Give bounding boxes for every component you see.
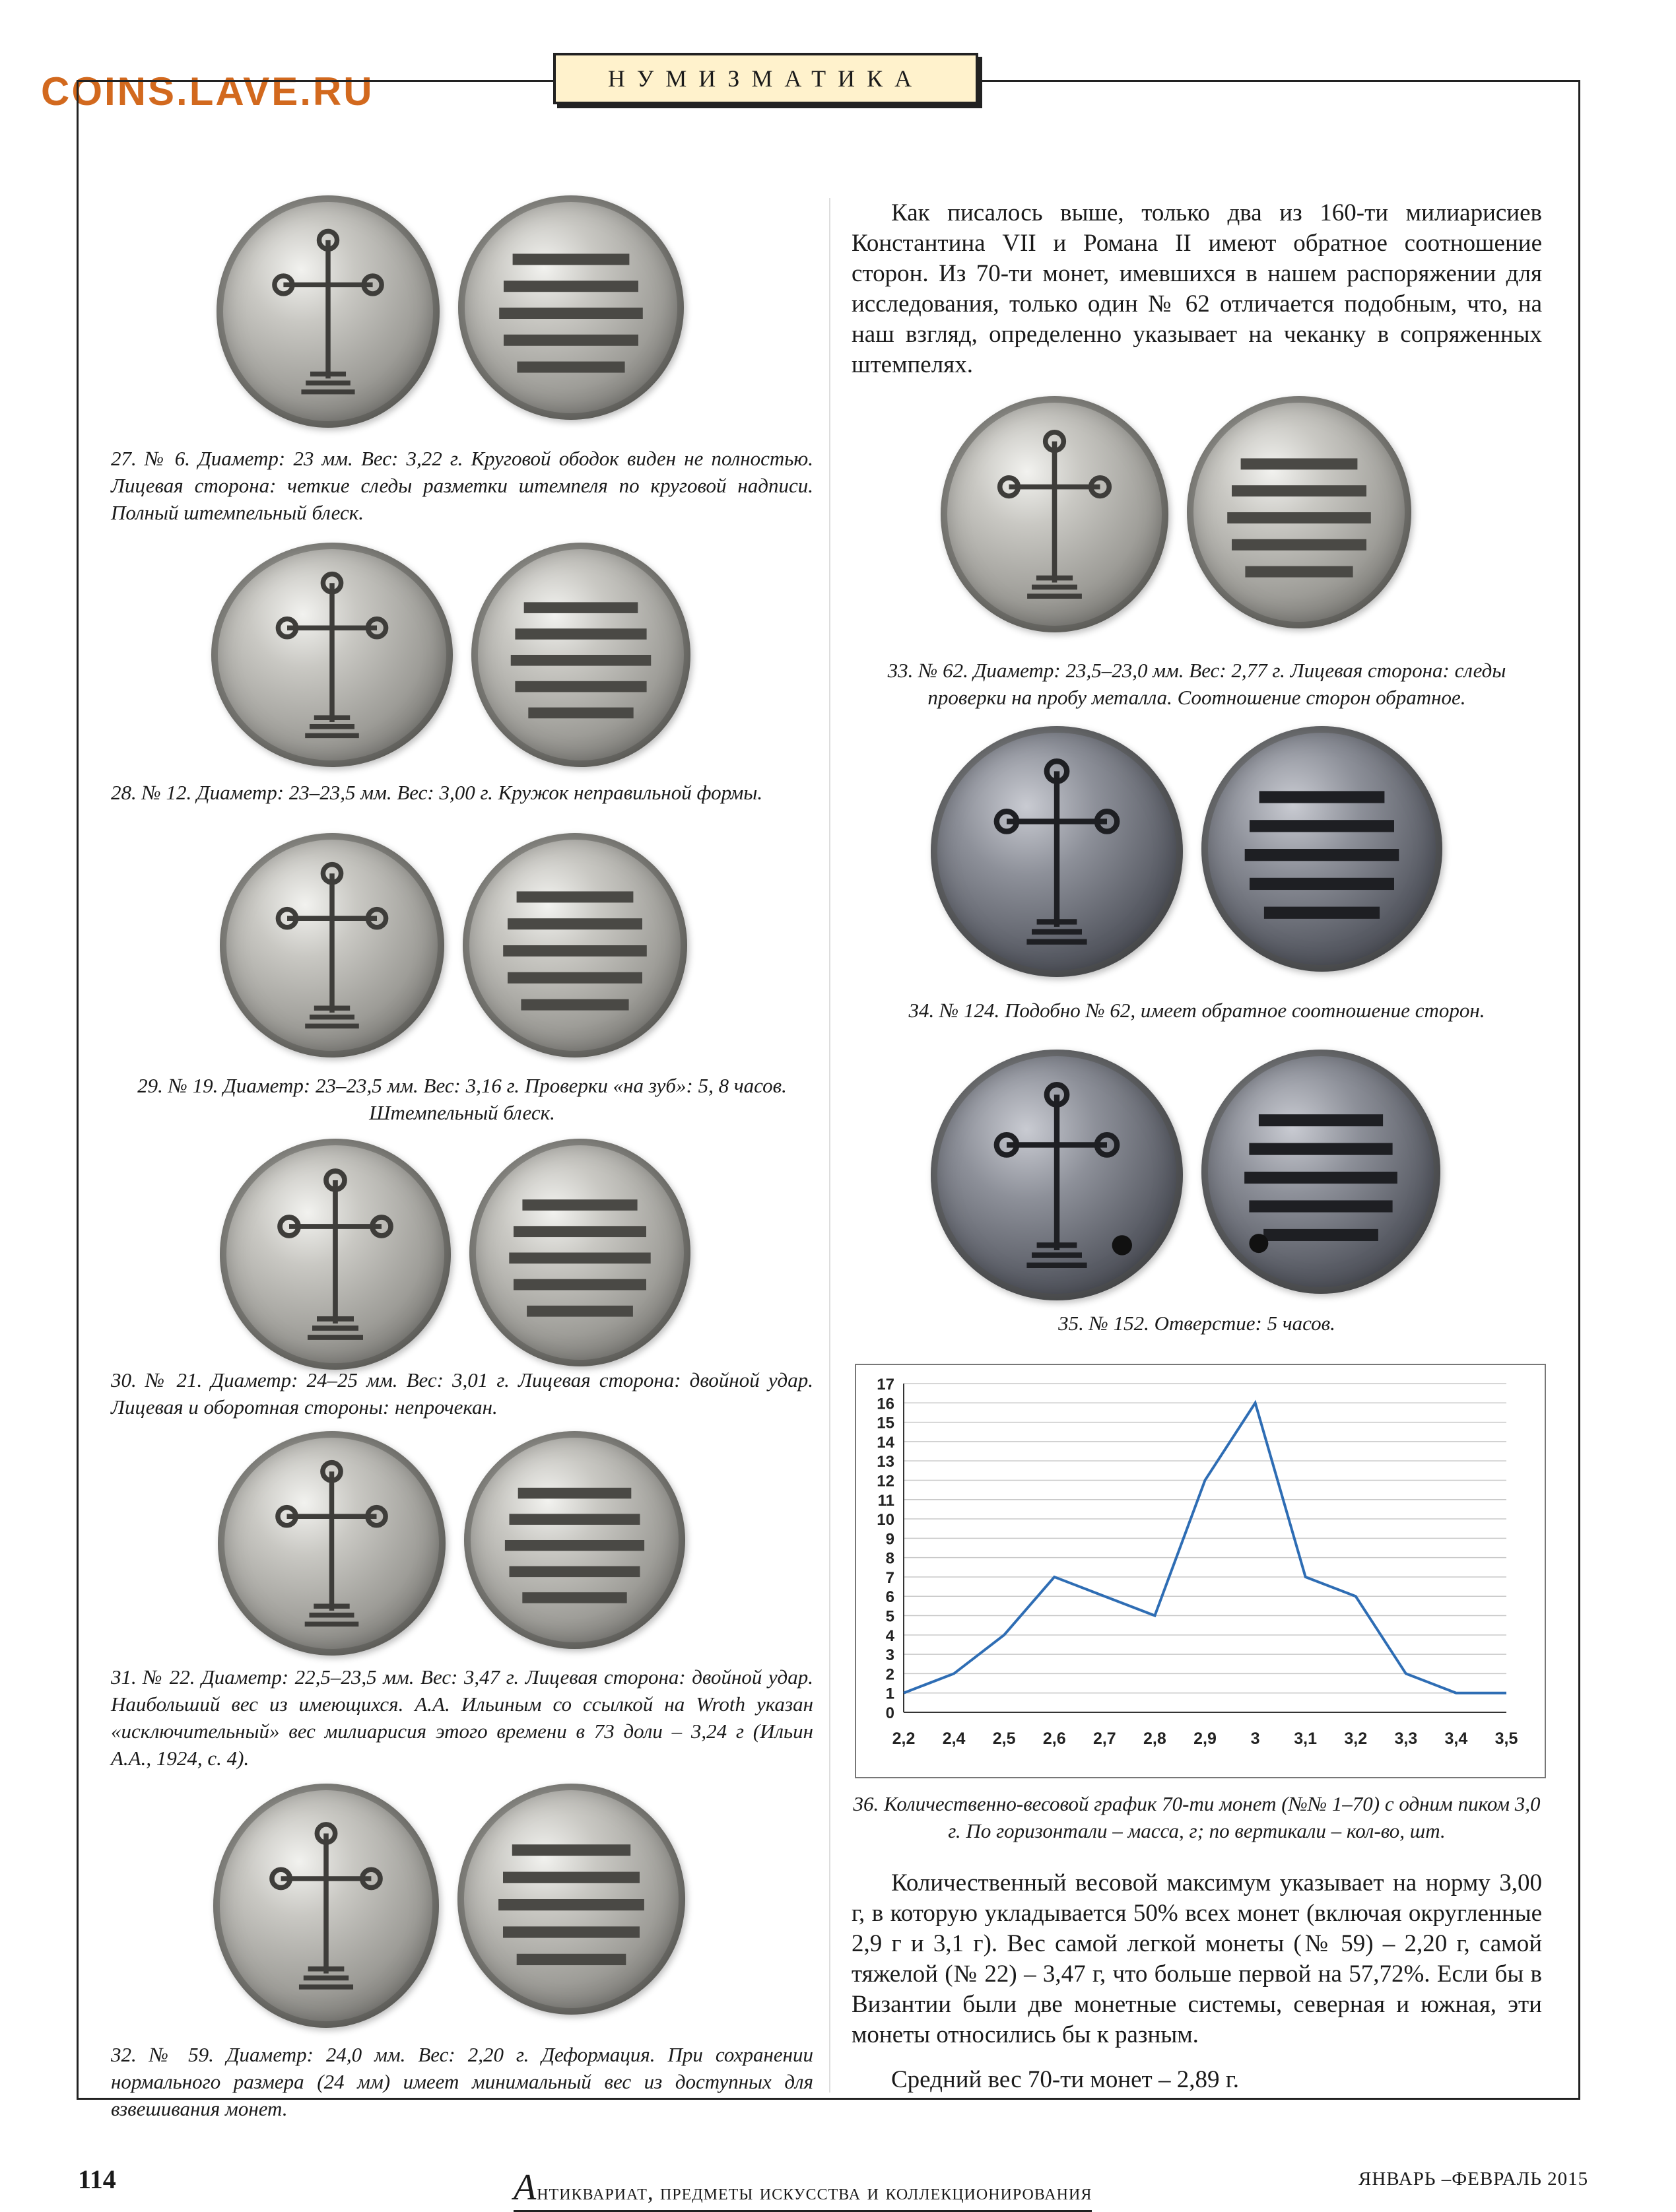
coin-obverse-image <box>931 1050 1183 1300</box>
coin-reverse-image <box>1201 1050 1440 1294</box>
y-tick-label: 11 <box>877 1491 894 1510</box>
y-tick-label: 7 <box>885 1568 894 1587</box>
coin-obverse-image <box>218 1431 446 1656</box>
coin-reverse-image <box>471 543 690 767</box>
coin-pair-28 <box>211 543 690 767</box>
watermark: COINS.LAVE.RU <box>41 69 374 114</box>
coin-reverse-image <box>469 1139 690 1366</box>
coin-obverse-image <box>217 195 440 428</box>
figure-caption-32: 32. № 59. Диаметр: 24,0 мм. Вес: 2,20 г. Деформация. При сохранении нормального размера (24 мм) имеет минимальный вес из доступных для взвешивания монет. <box>111 2043 813 2120</box>
x-tick-label: 2,8 <box>1143 1729 1166 1748</box>
figure-caption-35: 35. № 152. Отверстие: 5 часов. <box>1058 1312 1335 1335</box>
paragraph-average: Средний вес 70-ти монет – 2,89 г. <box>891 2066 1239 2093</box>
coin-pair-33 <box>941 396 1411 632</box>
x-tick-label: 3,2 <box>1344 1729 1368 1748</box>
x-tick-label: 2,6 <box>1042 1729 1066 1748</box>
y-tick-label: 13 <box>877 1453 894 1471</box>
journal-title <box>514 2166 1092 2212</box>
coin-obverse-image <box>220 833 444 1057</box>
page-number: 114 <box>78 2164 116 2194</box>
paragraph-intro: Как писалось выше, только два из 160-ти милиарисиев Константина VII и Романа II имеют обратное соотношение сторон. Из 70-ти монет, имевшихся в нашем распоряжении для исследования, только один № 62 отличается подобным, что, на наш взгляд, определенно указывает на чеканку в сопряженных штемпелях. <box>852 199 1542 378</box>
coin-obverse-image <box>941 396 1168 632</box>
y-tick-label: 1 <box>885 1685 894 1703</box>
coin-obverse-image <box>220 1139 451 1370</box>
figure-caption-34: 34. № 124. Подобно № 62, имеет обратное соотношение сторон. <box>908 999 1485 1022</box>
y-tick-label: 10 <box>877 1511 894 1529</box>
x-tick-label: 3 <box>1250 1729 1260 1748</box>
x-tick-label: 2,9 <box>1193 1729 1217 1748</box>
coin-reverse-image <box>457 1784 685 2015</box>
figure-caption-30: 30. № 21. Диаметр: 24–25 мм. Вес: 3,01 г. Лицевая сторона: двойной удар. Лицевая и оборотная стороны: непрочекан. <box>111 1368 813 1419</box>
weight-chart <box>855 1364 1546 1778</box>
coin-pair-32 <box>213 1784 685 2028</box>
column-divider <box>829 198 830 2093</box>
coin-reverse-image <box>458 195 684 420</box>
y-tick-label: 2 <box>885 1665 894 1684</box>
y-tick-label: 4 <box>885 1626 894 1645</box>
figure-caption-36: 36. Количественно-весовой график 70-ти монет (№№ 1–70) с одним пиком 3,0 г. По горизонтали – масса, г; по вертикали – кол-во, шт. <box>853 1792 1541 1842</box>
figure-caption-31: 31. № 22. Диаметр: 22,5–23,5 мм. Вес: 3,47 г. Лицевая сторона: двойной удар. Наибольший вес из имеющихся. А.А. Ильиным со ссылкой на Wroth указан «исключительный» вес милиарисия этого времени в 73 доли – 3,24 г (Ильин А.А., 1924, с. 4). <box>111 1665 813 1770</box>
section-header: НУМИЗМАТИКА <box>553 53 978 104</box>
x-tick-label: 2,4 <box>942 1729 966 1748</box>
coin-pair-31 <box>218 1431 685 1656</box>
y-tick-label: 5 <box>885 1607 894 1626</box>
y-tick-label: 9 <box>885 1530 894 1549</box>
y-tick-label: 16 <box>877 1395 894 1413</box>
coin-pair-27 <box>217 195 684 428</box>
y-tick-label: 8 <box>885 1549 894 1568</box>
x-tick-label: 2,5 <box>992 1729 1016 1748</box>
y-tick-label: 3 <box>885 1646 894 1665</box>
coin-reverse-image <box>1201 726 1442 972</box>
coin-reverse-image <box>463 833 687 1057</box>
y-tick-label: 6 <box>885 1588 894 1607</box>
x-tick-label: 2,7 <box>1092 1729 1116 1748</box>
y-tick-label: 15 <box>877 1414 894 1432</box>
coin-pair-30 <box>220 1139 690 1370</box>
coin-pair-29 <box>220 833 687 1057</box>
x-tick-label: 3,5 <box>1494 1729 1518 1748</box>
coin-obverse-image <box>211 543 453 767</box>
journal-title-rest: нтиквариат, предметы искусства и коллекционирования <box>537 2180 1092 2205</box>
issue-date: ЯНВАРЬ –ФЕВРАЛЬ 2015 <box>1358 2168 1589 2190</box>
y-tick-label: 12 <box>877 1472 894 1491</box>
figure-caption-33: 33. № 62. Диаметр: 23,5–23,0 мм. Вес: 2,77 г. Лицевая сторона: следы проверки на пробу металла. Соотношение сторон обратное. <box>887 659 1506 709</box>
series-line <box>904 1403 1506 1693</box>
y-tick-label: 17 <box>877 1376 894 1393</box>
x-tick-label: 2,2 <box>892 1729 916 1748</box>
journal-initial: А <box>514 2167 537 2208</box>
paragraph-analysis: Количественный весовой максимум указывает на норму 3,00 г, в которую укладывается 50% всех монет (включая округленные 2,9 г и 3,1 г). Вес самой легкой монеты (№ 59) – 2,20 г, самой тяжелой (№ 22) – 3,47 г, что больше первой на 57,72%. Если бы в Византии были две монетные системы, северная и южная, эти монеты относились бы к разным. <box>852 1869 1542 2048</box>
figure-caption-28: 28. № 12. Диаметр: 23–23,5 мм. Вес: 3,00 г. Кружок неправильной формы. <box>111 781 763 804</box>
y-tick-label: 14 <box>877 1433 894 1452</box>
coin-pair-34 <box>931 726 1442 977</box>
coin-reverse-image <box>464 1431 685 1649</box>
x-tick-label: 3,1 <box>1294 1729 1318 1748</box>
figure-caption-27: 27. № 6. Диаметр: 23 мм. Вес: 3,22 г. Круговой ободок виден не полностью. Лицевая сторона: четкие следы разметки штемпеля по круговой надписи. Полный штемпельный блеск. <box>111 447 813 524</box>
coin-reverse-image <box>1187 396 1411 628</box>
coin-obverse-image <box>931 726 1183 977</box>
coin-obverse-image <box>213 1784 439 2028</box>
weight-chart-svg <box>856 1365 1545 1777</box>
coin-pair-35 <box>931 1050 1440 1300</box>
x-tick-label: 3,3 <box>1394 1729 1418 1748</box>
figure-caption-29: 29. № 19. Диаметр: 23–23,5 мм. Вес: 3,16 г. Проверки «на зуб»: 5, 8 часов. Штемпельный блеск. <box>137 1074 787 1124</box>
y-tick-label: 0 <box>885 1704 894 1722</box>
x-tick-label: 3,4 <box>1444 1729 1468 1748</box>
